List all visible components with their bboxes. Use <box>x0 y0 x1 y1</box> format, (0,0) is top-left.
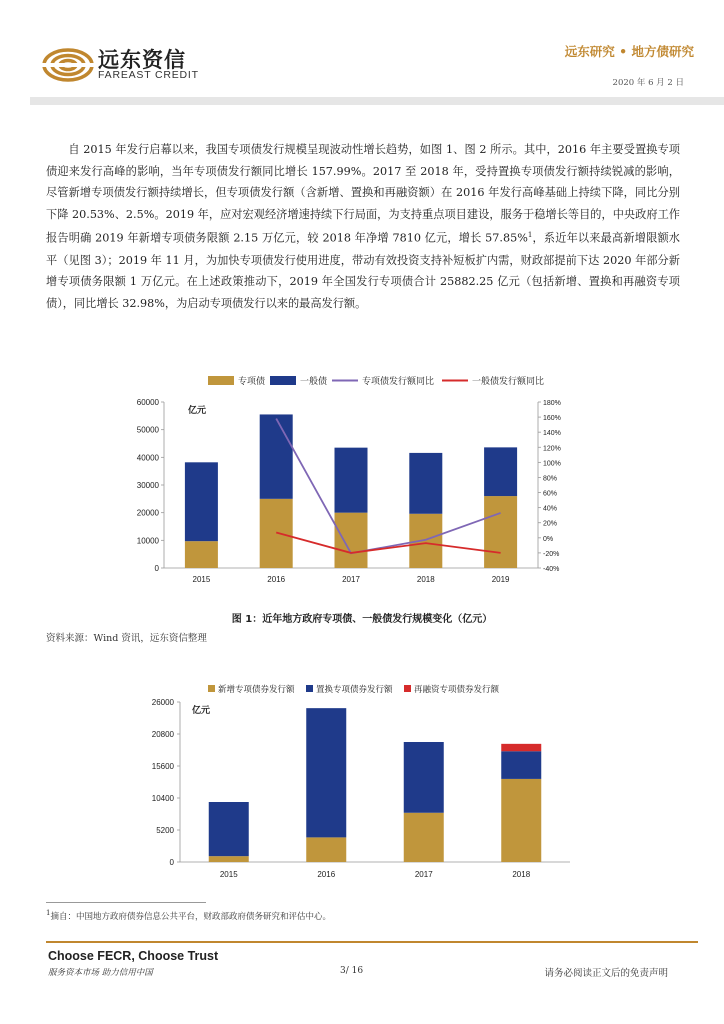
bar-special <box>335 513 368 568</box>
x-tick-label: 2018 <box>416 575 435 584</box>
body-paragraph-container <box>46 139 680 314</box>
y2-tick-label: 140% <box>543 430 561 438</box>
chart-2 <box>120 676 580 886</box>
y2-tick-label: 180% <box>543 400 561 407</box>
x-tick-label: 2016 <box>267 575 286 584</box>
y2-tick-label: 60% <box>543 490 558 498</box>
footnote-ref[interactable]: 1 <box>527 231 533 240</box>
bar-general <box>185 462 218 541</box>
legend-swatch <box>306 685 313 692</box>
legend-label: 一般债发行额同比 <box>472 376 545 386</box>
brand-name-cn: 远东资信 <box>98 48 186 72</box>
disclaimer-note[interactable]: 请务必阅读正文后的免责声明 <box>544 968 668 979</box>
legend-label: 专项债发行额同比 <box>362 376 435 386</box>
y-tick-label: 10000 <box>136 536 159 546</box>
unit-label: 亿元 <box>192 705 211 715</box>
page-number: 3/ 16 <box>340 966 364 976</box>
x-tick-label: 2016 <box>317 870 336 879</box>
line-general-yoy <box>276 533 500 553</box>
bar-general <box>409 453 442 514</box>
x-tick-label: 2017 <box>414 870 433 879</box>
legend-swatch <box>208 376 234 385</box>
footnote-divider <box>46 902 206 903</box>
y2-tick-label: 0% <box>543 535 554 543</box>
bar-replacement <box>209 802 249 856</box>
y-tick-label: 50000 <box>136 425 159 435</box>
y-tick-label: 0 <box>169 858 174 867</box>
bar-new <box>501 779 541 862</box>
y2-tick-label: 100% <box>543 460 561 468</box>
bar-special <box>409 514 442 568</box>
y2-tick-label: 80% <box>543 475 558 483</box>
figure-1-source: 资料来源：Wind 资讯，远东资信整理 <box>46 633 207 644</box>
legend-label: 一般债 <box>300 376 328 386</box>
report-date: 2020 年 6 月 2 日 <box>612 78 684 88</box>
x-tick-label: 2019 <box>491 575 510 584</box>
bar-special <box>185 541 218 568</box>
line-special-yoy <box>276 419 500 554</box>
footer-motto: 服务资本市场 助力信用中国 <box>48 968 153 978</box>
y-tick-label: 20800 <box>151 730 174 739</box>
legend-swatch <box>270 376 296 385</box>
y-tick-label: 0 <box>154 564 159 573</box>
x-tick-label: 2015 <box>219 870 238 879</box>
y2-tick-label: -20% <box>543 550 560 558</box>
legend-swatch <box>404 685 411 692</box>
figure-1-caption: 图 1：近年地方政府专项债、一般债发行规模变化（亿元） <box>231 614 493 625</box>
bar-new <box>306 837 346 862</box>
chart-1 <box>120 370 620 592</box>
y-tick-label: 40000 <box>136 453 159 463</box>
y2-tick-label: -40% <box>543 566 560 573</box>
x-tick-label: 2015 <box>192 575 211 584</box>
footnote: $^1$摘自：中国地方政府债券信息公共平台，财政部政府债务研究和评估中心。 <box>46 909 331 922</box>
brand-name-en: FAREAST CREDIT <box>98 69 199 81</box>
unit-label: 亿元 <box>188 405 207 415</box>
bar-general <box>260 414 293 498</box>
y2-tick-label: 40% <box>543 505 558 513</box>
bar-replacement <box>501 751 541 779</box>
y2-tick-label: 160% <box>543 415 561 423</box>
bar-general <box>484 447 517 496</box>
legend-label: 置换专项债券发行额 <box>316 684 393 694</box>
report-section: 远东研究 • 地方债研究 <box>564 44 694 59</box>
y-tick-label: 10400 <box>151 794 174 803</box>
bar-replacement <box>306 708 346 837</box>
y-tick-label: 20000 <box>136 508 159 518</box>
y-tick-label: 60000 <box>136 398 159 407</box>
fecr-logo <box>42 44 94 86</box>
x-tick-label: 2018 <box>512 870 531 879</box>
footer-divider <box>46 941 698 943</box>
legend-label: 新增专项债券发行额 <box>218 684 295 694</box>
y2-tick-label: 120% <box>543 445 561 453</box>
bar-special <box>484 496 517 568</box>
y-tick-label: 30000 <box>136 481 159 490</box>
y-tick-label: 15600 <box>151 762 174 771</box>
bar-new <box>404 813 444 862</box>
bar-new <box>209 856 249 862</box>
bar-general <box>335 448 368 513</box>
bar-refinancing <box>501 744 541 751</box>
y2-tick-label: 20% <box>543 520 558 528</box>
y-tick-label: 26000 <box>151 698 174 707</box>
x-tick-label: 2017 <box>342 575 360 584</box>
legend-label: 专项债 <box>238 376 266 386</box>
y-tick-label: 5200 <box>156 826 174 835</box>
body-paragraph: 自 2015 年发行启幕以来，我国专项债发行规模呈现波动性增长趋势，如图 1、图 2 所示。其中，2016 年主要受置换专项债迎来发行高峰的影响，当年专项债发行额同比增长 157.99%。2017 至 2018 年，受持置换专项债发行额持续锐减的影响，尽管新增专项债发行额持续增长，但专项债发行额（含新增、置换和再融资额）在 2016 年发行高峰基础上持续下降，同比分别下降 20.53%、2.5%。2019 年，应对宏观经济增速持续下行局面，为支持重点项目建设，服务于稳增长等目的，中央政府工作报告明确 2019 年新增专项债务限额 2.15 万亿元，较 2018 年净增 7810 亿元，增长 57.85%$^1$，系近年以来最高新增限额水平（见图 3）；2019 年 11 月，为加快专项债发行使用进度，带动有效投资支持补短板扩内需，财政部提前下达 2020 年部分新增专项债务限额 1 万亿元。在上述政策推动下，2019 年全国发行专项债合计 25882.25 亿元（包括新增、置换和再融资专项债），同比增长 32.98%，为启动专项债发行以来的最高发行额。 <box>46 143 680 310</box>
legend-label: 再融资专项债券发行额 <box>414 684 500 694</box>
header-divider <box>30 97 724 105</box>
bar-replacement <box>404 742 444 813</box>
footer-slogan: Choose FECR, Choose Trust <box>48 949 219 963</box>
legend-swatch <box>208 685 215 692</box>
